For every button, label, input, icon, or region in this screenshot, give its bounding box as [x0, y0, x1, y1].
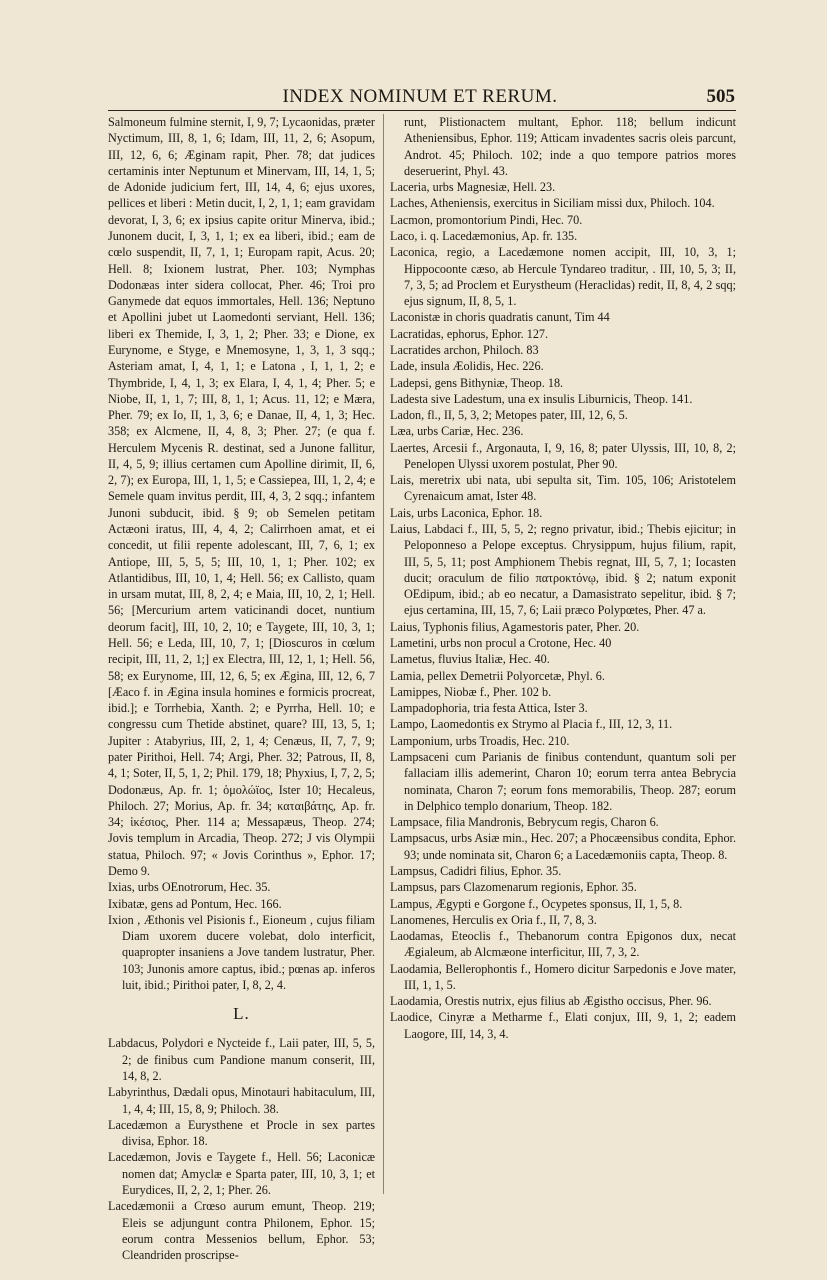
index-entry: Laius, Typhonis filius, Agamestoris pater, Pher. 20.: [390, 619, 640, 634]
index-entry: Salmoneum fulmine sternit, I, 9, 7; Lycaonidas, præter Nyctimum, III, 8, 1, 6; Idam, III, 11, 2, 6; Asopum, III, 12, 6, 6; Æginam rapit, Pher. 78; dat judices certaminis inter Neptunum et Minervam, III, 14, 1, 5; de Adonide judicium fert, III, 14, 4, 6; ejus uxores, pellices et liberi : Metin ducit, I, 2, 1, 1; eam gravidam devorat, I, 3, 6; ex ipsius capite oritur Minerva, ibid.; Junonem ducit, I, 3, 1, 1; ex ea liberi, ibid.; eam de cœlo suspendit, II, 7, 1, 1; Europam rapit, Acus. 20; Hell. 8; Ixionem lustrat, Pher. 103; Nymphas Dodonæas inter sidera collocat, Pher. 46; Troi pro Ganymede dat equos immortales, Hell. 136; Neptuno et Apollini jubet ut Laomedonti serviant, Hell. 136; liberi ex Themide, I, 3, 1, 2; Pher. 33; e Dione, ex Eurynome, e Styge, e Mnemosyne, 1, 3, 1, 3 sqq.; Asteriam amat, I, 4, 1, 1; e Latona , I, 1, 1, 2; e Thymbride, I, 4, 1, 3; ex Elara, I, 4, 1, 4; Pher. 5; e Niobe, II, 1, 1, 7; III, 8, 1, 1; Acus. 11, 12; e Mæra, Pher. 79; ex Io, II, 1, 3, 6; e Danae, II, 4, 1, 3; Hec. 358; ex Alcmene, II, 4, 8, 3; Pher. 27; (e qua f. Herculem Mycenis R. destinat, sed a Junone fallitur, II, 4, 5, 9; illius certamen cum Apolline dirimit, II, 6, 2, 7); ex Europa, III, 1, 1, 5; e Cassiepea, III, 1, 2, 4; e Semele quam invitus perdit, III, 4, 3, 2 sqq.; infantem Junoni subducit, ibid. § 9; ob Semelen petitam Actæoni iratus, III, 4, 4, 2; Calirrhoen amat, et ei concedit, ut filii repente adolescant, III, 7, 6, 1; ex Antiope, III, 5, 5, 5; III, 10, 1, 1; Pher. 102; ex Atlantidibus, III, 10, 1, 4; Hell. 56; ex Callisto, quam in ursam mutat, III, 8, 2, 4; e Maia, III, 10, 2, 1; Hell. 56; [Mercurium artem vaticinandi docet, nuntium deorum facit], III, 10, 2, 10; e Taygete, III, 10, 3, 1; Hell. 56; e Leda, III, 10, 7, 1; [Dioscuros in cœlum recipit, III, 11, 2, 1;] ex Electra, III, 12, 1, 1; Hell. 56, 58; ex Eurynome, III, 12, 6, 5; ex Ægina, III, 12, 6, 7 [Æaco f. in Ægina insula homines e formicis procreat, ibid.]; e Torrhebia, Xanth. 2; e Pyrrha, Hell. 10; e congressu cum Thetide abstinet, quare? III, 13, 5, 1; Jupiter : Atabyrius, III, 2, 1, 4; Cenæus, II, 7, 7, 9; pater Pirithoi, Hell. 74; Argi, Pher. 32; Patrous, II, 8, 4, 1; Soter, II, 5, 1, 2; Phil. 179, 18; Phyxius, I, 7, 2, 5; Dodonæus, Ap. fr. 1; ὁμολώϊος, Ister 10; Hecaleus, Philoch. 27; Morius, Ap. fr. 34; καταιβάτης, Ap. fr. 34; ἱκέσιος, Pher. 114 a; Messapæus, Theop. 274; Jovis templum in Arcadia, Theop. 272; J vis Olympii statua, Philoch. 97; « Jovis Corinthus », Ephor. 17; Demo 9.: [108, 115, 375, 878]
index-entry: Lamippes, Niobæ f., Pher. 102 b.: [390, 684, 552, 699]
index-entry: Ixion , Æthonis vel Pisionis f., Eioneum , cujus filiam Diam uxorem ducere volebat, dolo interficit, quapropter insaniens a Jove tandem lustratur, Pher. 103; Junonis amore captus, ibid.; pœnas ap. inferos luit, ibid.; Pirithoi pater, I, 8, 2, 4.: [108, 912, 375, 992]
index-entry: Ixibatæ, gens ad Pontum, Hec. 166.: [108, 896, 282, 911]
section-letter: L.: [233, 1004, 250, 1024]
running-header: [105, 86, 735, 110]
header-rule: [108, 110, 736, 111]
index-entry: Laconistæ in choris quadratis canunt, Tim 44: [390, 310, 610, 325]
index-entry: Labyrinthus, Dædali opus, Minotauri habitaculum, III, 1, 4, 4; III, 15, 8, 9; Philoch. 38.: [108, 1085, 375, 1116]
column-divider: [383, 114, 384, 1194]
index-entry: Lampsace, filia Mandronis, Bebrycum regis, Charon 6.: [390, 815, 659, 830]
index-entry: Ladon, fl., II, 5, 3, 2; Metopes pater, III, 12, 6, 5.: [390, 408, 628, 423]
index-entry: Lametus, fluvius Italiæ, Hec. 40.: [390, 652, 550, 667]
index-entry: Lade, insula Æolidis, Hec. 226.: [390, 359, 544, 374]
index-entry: Laodamas, Eteoclis f., Thebanorum contra Epigonos dux, necat Ægialeum, ab Alcmæone interficitur, III, 7, 3, 2.: [390, 929, 736, 960]
index-entry: Ladesta sive Ladestum, una ex insulis Liburnicis, Theop. 141.: [390, 391, 693, 406]
index-entry: Lampsus, pars Clazomenarum regionis, Ephor. 35.: [390, 880, 637, 895]
index-entry: Laodamia, Bellerophontis f., Homero dicitur Sarpedonis e Jove mater, III, 1, 1, 5.: [390, 961, 736, 992]
index-entry: Lampadophoria, tria festa Attica, Ister 3.: [390, 701, 588, 716]
index-entry: Læa, urbs Cariæ, Hec. 236.: [390, 424, 524, 439]
index-entry: Laco, i. q. Lacedæmonius, Ap. fr. 135.: [390, 228, 578, 243]
index-entry: Lanomenes, Herculis ex Oria f., II, 7, 8, 3.: [390, 912, 597, 927]
index-entry: Laches, Atheniensis, exercitus in Siciliam missi dux, Philoch. 104.: [390, 196, 715, 211]
index-entry: Lampo, Laomedontis ex Strymo al Placia f., III, 12, 3, 11.: [390, 717, 673, 732]
index-entry: Lacedæmonii a Crœso aurum emunt, Theop. 219; Eleis se adjungunt contra Philonem, Ephor. 15; eorum contra Messenios bellum, Ephor. 53; Cleandriden proscripse-: [108, 1199, 375, 1263]
index-entry: Laconica, regio, a Lacedæmone nomen accipit, III, 10, 3, 1; Hippocoonte cæso, ab Hercule Tyndareo traditur, . III, 10, 5, 3; II, 7, 3, 5; ad Proclem et Eurystheum (Heraclidas) redit, II, 8, 4, 2 sqq; ejus signum, II, 8, 5, 1.: [390, 245, 736, 309]
index-entry: runt, Plistionactem multant, Ephor. 118; bellum indicunt Atheniensibus, Ephor. 119; Atticam invadentes sacris oleis parcunt, Androt. 45; Philoch. 102; inde a quo tempore patrios mores deseruerint, Phyl. 43.: [404, 115, 736, 178]
index-entry: Ixias, urbs OEnotrorum, Hec. 35.: [108, 880, 271, 895]
index-entry: Ladepsi, gens Bithyniæ, Theop. 18.: [390, 375, 564, 390]
index-entry: Laceria, urbs Magnesiæ, Hell. 23.: [390, 180, 556, 195]
index-entry: Lais, meretrix ubi nata, ubi sepulta sit, Tim. 105, 106; Aristotelem Cyrenaicum amat, Ister 48.: [390, 473, 736, 504]
index-entry: Lametini, urbs non procul a Crotone, Hec. 40: [390, 636, 612, 650]
page-title: INDEX NOMINUM ET RERUM.: [282, 86, 558, 107]
index-entry: Lacedæmon, Jovis e Taygete f., Hell. 56; Laconicæ nomen dat; Amyclæ e Sparta pater, III, 10, 3, 1; et Eurydices, II, 2, 2, 1; Pher. 26.: [108, 1150, 375, 1197]
index-entry: Lacedæmon a Eurysthene et Procle in sex partes divisa, Ephor. 18.: [108, 1117, 375, 1149]
index-entry: Laius, Labdaci f., III, 5, 5, 2; regno privatur, ibid.; Thebis ejicitur; in Peloponneso a Pelope exceptus. Chrysippum, hujus filium, rapit, III, 5, 5, 11; post Amphionem Thebis regnat, III, 5, 7, 1; Iocasten ducit; oraculum de filio πατροκτόνῳ, ibid. § 2; natum exponit OEdipum, ibid.; ab eo necatur, a Damasistrato sepelitur, ibid. § 7; ejus certamina, III, 15, 7, 6; Laii præco Polypœtes, Pher. 47 a.: [390, 522, 736, 618]
index-entry: Lacratides archon, Philoch. 83: [390, 342, 539, 357]
index-entry: Lampsus, Cadidri filius, Ephor. 35.: [390, 863, 562, 878]
index-entry: Laodamia, Orestis nutrix, ejus filius ab Ægistho occisus, Pher. 96.: [390, 994, 712, 1009]
index-entry: Labdacus, Polydori e Nycteide f., Laii pater, III, 5, 5, 2; de finibus cum Pandione manum conserit, III, 14, 8, 2.: [108, 1036, 375, 1084]
index-entry: Lais, urbs Laconica, Ephor. 18.: [390, 505, 543, 520]
index-entry: Lacratidas, ephorus, Ephor. 127.: [390, 326, 549, 341]
index-entry: Lampus, Ægypti e Gorgone f., Ocypetes sponsus, II, 1, 5, 8.: [390, 896, 683, 911]
left-column: [108, 114, 375, 1263]
index-entry: Laodice, Cinyræ a Metharme f., Elati conjux, III, 9, 1, 2; eadem Laogore, III, 14, 3, 4.: [390, 1010, 736, 1041]
index-entry: Lamponium, urbs Troadis, Hec. 210.: [390, 733, 570, 748]
right-column: [390, 114, 736, 1184]
index-entry: Lampsaceni cum Parianis de finibus contendunt, quantum soli per fallaciam illis ademerint, Charon 10; eorum terra antea Bebrycia nominata, Charon 7; eorum fons memorabilis, Theop. 287; eorum in Delphico templo donarium, Theop. 182.: [390, 749, 736, 813]
page-number: 505: [706, 86, 735, 107]
index-entry: Laertes, Arcesii f., Argonauta, I, 9, 16, 8; pater Ulyssis, III, 10, 8, 2; Penelopen Ulyssi uxorem postulat, Pher 90.: [390, 440, 736, 471]
index-entry: Lampsacus, urbs Asiæ min., Hec. 207; a Phocæensibus condita, Ephor. 93; unde nominata sit, Charon 6; a Lacedæmoniis capta, Theop. 8.: [390, 831, 736, 862]
index-entry: Lacmon, promontorium Pindi, Hec. 70.: [390, 212, 583, 227]
index-entry: Lamia, pellex Demetrii Polyorcetæ, Phyl. 6.: [390, 668, 605, 683]
